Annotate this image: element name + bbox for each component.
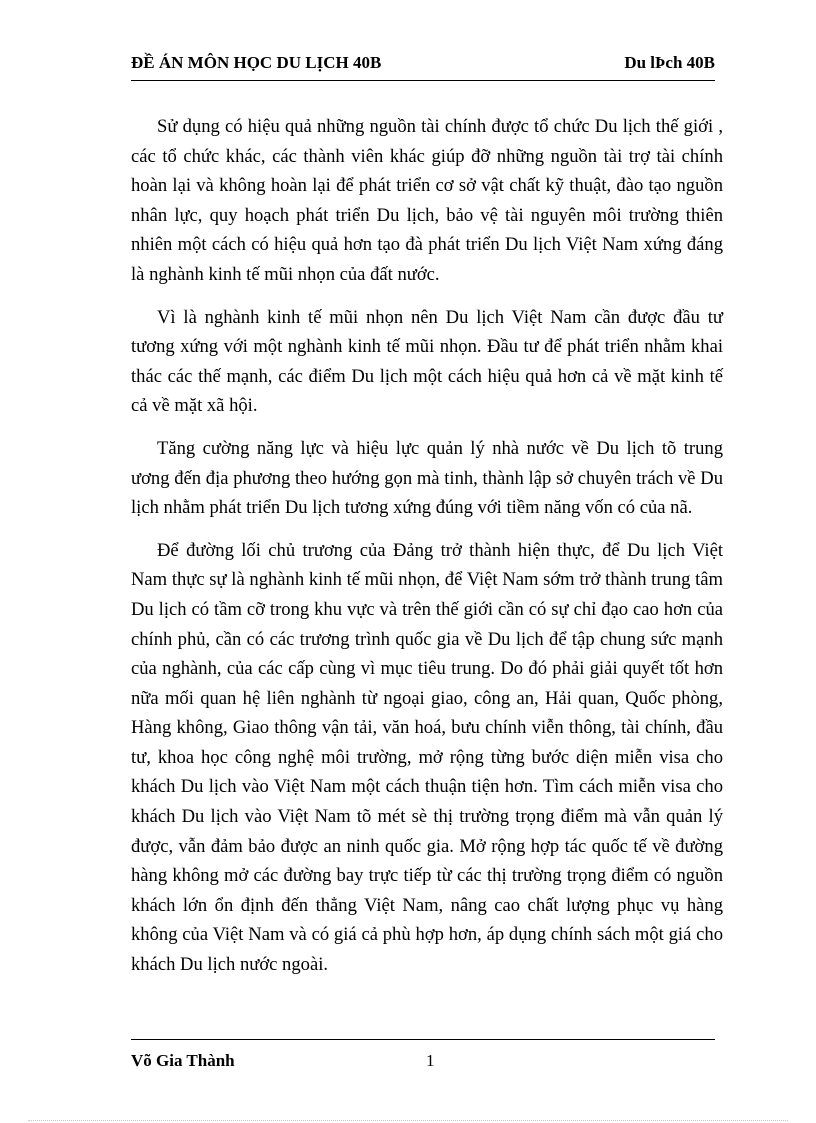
footer-author: Võ Gia Thành [131,1051,235,1070]
document-body [131,112,723,993]
class-label: Du lÞch 40B [624,53,715,72]
page-bottom-edge [28,1120,788,1121]
paragraph: Vì là nghành kinh tế mũi nhọn nên Du lịch Việt Nam cần được đầu tư tương xứng với một nghành kinh tế mũi nhọn. Đầu tư để phát triển nhằm khai thác các thế mạnh, các điểm Du lịch một cách hiệu quả hơn cả về mặt kinh tế cả về mặt xã hội. [131,306,723,417]
page-header [131,53,715,75]
paragraph: Tăng cường năng lực và hiệu lực quản lý nhà nước về Du lịch tõ trung ương đến địa phương theo hướng gọn mà tinh, thành lập sở chuyên trách về Du lịch nhằm phát triển Du lịch tương xứng đúng với tiềm năng vốn có của nã. [131,437,723,519]
document-title: ĐỀ ÁN MÔN HỌC DU LỊCH 40B [131,53,382,72]
page-number: 1 [426,1051,435,1070]
paragraph: Sử dụng có hiệu quả những nguồn tài chính được tổ chức Du lịch thế giới , các tổ chức khác, các thành viên khác giúp đỡ những nguồn tài trợ tài chính hoàn lại và không hoàn lại để phát triển cơ sở vật chất kỹ thuật, đào tạo nguồn nhân lực, quy hoạch phát triển Du lịch, bảo vệ tài nguyên môi trường thiên nhiên một cách có hiệu quả hơn tạo đà phát triển Du lịch Việt Nam xứng đáng là nghành kinh tế mũi nhọn của đất nước. [131,116,723,285]
header-divider [131,80,715,81]
paragraph: Để đường lối chủ trương của Đảng trở thành hiện thực, để Du lịch Việt Nam thực sự là nghành kinh tế mũi nhọn, để Việt Nam sớm trở thành trung tâm Du lịch có tầm cỡ trong khu vực và trên thế giới cần có sự chỉ đạo cao hơn của chính phủ, cần có các trương trình quốc gia về Du lịch để tập chung sức mạnh của nghành, của các cấp cùng vì mục tiêu trung. Do đó phải giải quyết tốt hơn nữa mối quan hệ liên nghành từ ngoại giao, công an, Hải quan, Quốc phòng, Hàng không, Giao thông vận tải, văn hoá, bưu chính viễn thông, tài chính, đầu tư, khoa học công nghệ môi trường, mở rộng từng bước diện miễn visa cho khách Du lịch vào Việt Nam một cách thuận tiện hơn. Tìm cách miễn visa cho khách Du lịch vào Việt Nam tõ mét sè thị trường trọng điểm mà vẫn quản lý được, vẫn đảm bảo được an ninh quốc gia. Mở rộng hợp tác quốc tế về đường hàng không mở các đường bay trực tiếp từ các thị trường trọng điểm có nguồn khách lớn ổn định đến thẳng Việt Nam, nâng cao chất lượng phục vụ hàng không của Việt Nam và có giá cả phù hợp hơn, áp dụng chính sách một giá cho khách Du lịch nước ngoài. [131,539,723,976]
footer-divider [131,1039,715,1040]
